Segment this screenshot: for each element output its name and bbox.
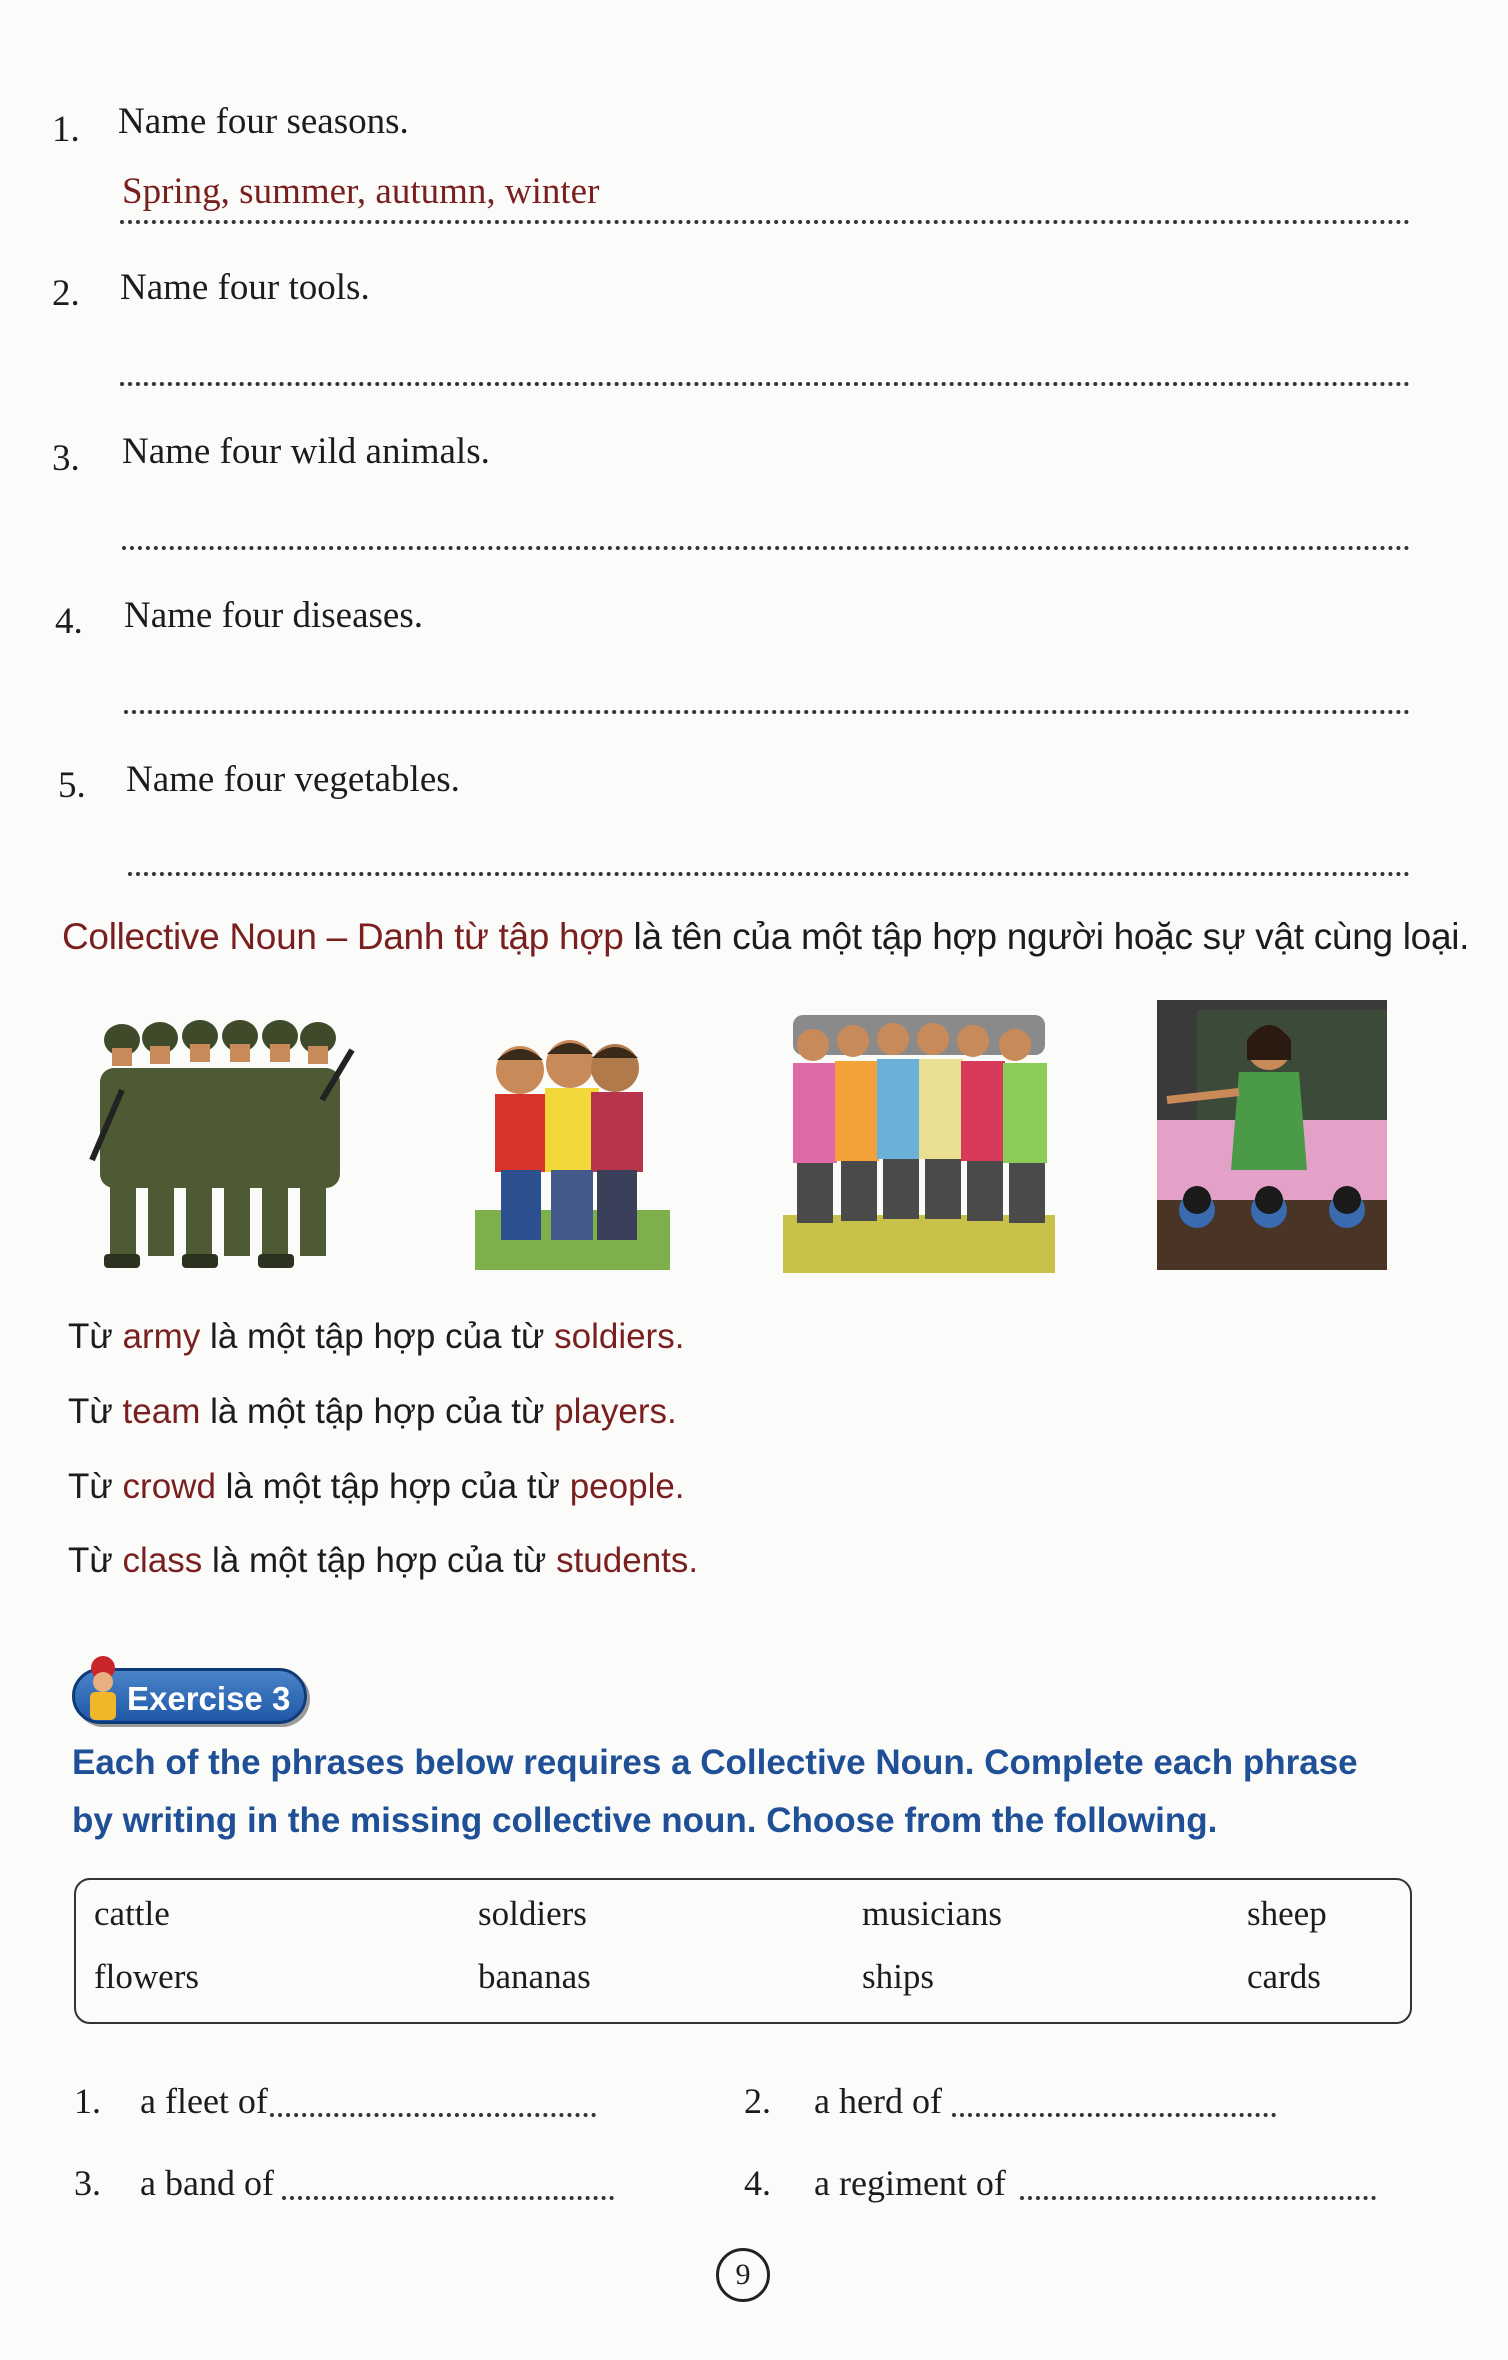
word-option: cards bbox=[1247, 1957, 1321, 1996]
word-option: sheep bbox=[1247, 1894, 1327, 1933]
example-sentence: Từ class là một tập hợp của từ students. bbox=[68, 1541, 699, 1580]
page-number: 9 bbox=[716, 2248, 770, 2302]
answer-text: Spring, summer, autumn, winter bbox=[122, 171, 600, 212]
answer-line[interactable] bbox=[122, 546, 1410, 550]
answer-line[interactable] bbox=[124, 710, 1410, 714]
phrase-blank[interactable] bbox=[270, 2113, 596, 2117]
question-text: Name four diseases. bbox=[124, 595, 423, 636]
word-option: ships bbox=[862, 1957, 934, 1996]
question-text: Name four tools. bbox=[120, 267, 370, 308]
definition-term: Collective Noun – Danh từ tập hợp bbox=[62, 916, 624, 957]
question-text: Name four seasons. bbox=[118, 101, 409, 142]
word-box bbox=[74, 1878, 1412, 2024]
student-icon bbox=[82, 1652, 124, 1724]
phrase-text: a band of bbox=[140, 2163, 274, 2203]
phrase-blank[interactable] bbox=[952, 2113, 1276, 2117]
word-option: musicians bbox=[862, 1894, 1002, 1933]
exercise-title: Exercise 3 bbox=[127, 1680, 291, 1717]
example-sentence: Từ team là một tập hợp của từ players. bbox=[68, 1392, 677, 1431]
answer-line[interactable] bbox=[128, 872, 1410, 876]
word-option: bananas bbox=[478, 1957, 591, 1996]
word-option: cattle bbox=[94, 1894, 170, 1933]
phrase-text: a fleet of bbox=[140, 2081, 268, 2121]
answer-line[interactable] bbox=[120, 220, 1410, 224]
phrase-number: 2. bbox=[744, 2081, 771, 2121]
question-text: Name four vegetables. bbox=[126, 759, 460, 800]
definition bbox=[62, 916, 1469, 958]
phrase-text: a regiment of bbox=[814, 2163, 1006, 2203]
team-illustration bbox=[475, 1030, 670, 1270]
question-number: 1. bbox=[52, 109, 80, 150]
phrase-blank[interactable] bbox=[1020, 2196, 1376, 2200]
question-number: 3. bbox=[52, 438, 80, 479]
phrase-number: 3. bbox=[74, 2163, 101, 2203]
example-sentence: Từ crowd là một tập hợp của từ people. bbox=[68, 1467, 685, 1506]
class-illustration bbox=[1157, 1000, 1387, 1270]
soldiers-illustration bbox=[82, 1010, 392, 1280]
exercise-instruction: Each of the phrases below requires a Collective Noun. Complete each phrase by writing in the missing collective noun. Choose from the following. bbox=[72, 1743, 1358, 1840]
question-number: 2. bbox=[52, 273, 80, 314]
definition-text: là tên của một tập hợp người hoặc sự vật cùng loại. bbox=[623, 916, 1470, 957]
question-number: 5. bbox=[58, 765, 86, 806]
question-number: 4. bbox=[55, 601, 83, 642]
example-sentence: Từ army là một tập hợp của từ soldiers. bbox=[68, 1317, 685, 1356]
word-option: flowers bbox=[94, 1957, 199, 1996]
answer-line[interactable] bbox=[120, 382, 1410, 386]
question-text: Name four wild animals. bbox=[122, 431, 490, 472]
phrase-number: 1. bbox=[74, 2081, 101, 2121]
phrase-blank[interactable] bbox=[282, 2196, 614, 2200]
phrase-number: 4. bbox=[744, 2163, 771, 2203]
crowd-illustration bbox=[783, 1005, 1055, 1273]
word-option: soldiers bbox=[478, 1894, 587, 1933]
phrase-text: a herd of bbox=[814, 2081, 942, 2121]
